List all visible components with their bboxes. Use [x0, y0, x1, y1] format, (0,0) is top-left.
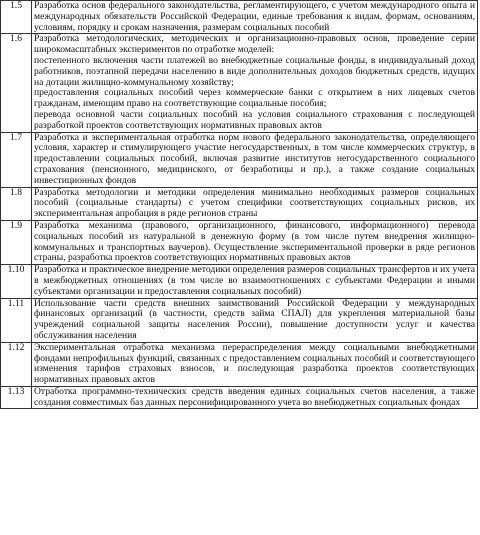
row-number: 1.5 — [1, 1, 32, 34]
description-paragraph: постепенного включения части платежей во внебюджетные социальные фонды, в индивидуальный доход работников, поэтапной передачи населению в виде дополнительных доходов бюджетных средств, идущих на дотации жилищно-коммунальному хозяйству; — [34, 54, 475, 88]
description-paragraph: Отработка программно-технических средств введения единых социальных счетов населения, а также создания совместимых баз данных персонифицированного учета во внебюджетных социальных фондах — [34, 385, 475, 408]
row-number: 1.10 — [1, 265, 32, 298]
row-description — [32, 187, 478, 220]
row-number: 1.12 — [1, 342, 32, 386]
table-row — [1, 386, 478, 409]
row-description — [32, 220, 478, 264]
row-number: 1.13 — [1, 386, 32, 409]
description-paragraph: Использование части средств внешних заимствований Российской Федерации у международных финансовых организаций (в частности, средств займа СПАЛ) для укрепления материальной базы учреждений социальной защиты населения России), повышение доступности услуг и качества обслуживания населения — [34, 297, 475, 341]
row-number: 1.8 — [1, 187, 32, 220]
table-row — [1, 265, 478, 298]
description-paragraph: Разработка методологических, методических и организационно-правовых основ, проведение серии широкомасштабных экспериментов по отработке моделей: — [34, 33, 475, 56]
row-description — [32, 132, 478, 187]
description-paragraph: Экспериментальная отработка механизма перераспределения между социальными внебюджетными фондами непрофильных функций, связанных с предоставлением социальных пособий и соответствующего изменения тарифов страховых взносов, и последующая разработка проектов соответствующих нормативных правовых актов — [34, 341, 475, 386]
description-paragraph: Разработка методологии и методики определения минимально необходимых размеров социальных пособий (социальные стандарты) с учетом специфики соответствующих социальных рисков, их экспериментальная апробация в ряде регионов страны — [34, 186, 475, 220]
row-number: 1.6 — [1, 34, 32, 132]
table-row — [1, 342, 478, 386]
description-paragraph: предоставления социальных пособий через коммерческие банки с открытием в них лицевых счетов гражданам, имеющим право на соответствующие социальные пособия; — [34, 87, 475, 110]
table-row — [1, 220, 478, 264]
row-description — [32, 298, 478, 342]
description-paragraph: Разработка и практическое внедрение методики определения размеров социальных трансфертов и их учета в межбюджетных отношениях (в том числе во взаимоотношениях с субъектами Федерации и иными субъектами организации и предоставления социальных пособий) — [34, 264, 475, 297]
description-paragraph: Разработка механизма (правового, организационного, финансового, информационного) перевода социальных пособий из натуральной в денежную форму (в том числе путем внедрения жилищно-коммунальных и транспортных ваучеров). Осуществление экспериментальной проверки в ряде регионов страны, разработка проектов соответствующих нормативных правовых актов — [34, 219, 475, 264]
table-row — [1, 132, 478, 187]
row-description — [32, 34, 478, 132]
row-description — [32, 342, 478, 386]
table-body — [1, 1, 478, 409]
description-paragraph: Разработка и экспериментальная отработка норм нового федерального законодательства, определяющего условия, характер и стимулирующего участие негосударственных, в том числе коммерческих структур, в предоставлении социальных пособий, включая развитие институтов негосударственного социального страхования (пенсионного, медицинского, от безработицы и пр.), а также создание социальных инвестиционных фондов — [34, 131, 475, 186]
row-description — [32, 265, 478, 298]
description-paragraph: Разработка основ федерального законодательства, регламентирующего, с учетом международного опыта и международных обязательств Российской Федерации, единые требования к видам, формам, основаниям, условиям, порядку и срокам назначения, размерам социальных пособий — [34, 0, 475, 33]
row-description — [32, 386, 478, 409]
description-paragraph: перевода основной части социальных пособий на условия социального страхования с последующей разработкой проектов соответствующих нормативных правовых актов — [34, 108, 475, 131]
table-row — [1, 1, 478, 34]
row-number: 1.7 — [1, 132, 32, 187]
row-number: 1.9 — [1, 220, 32, 264]
table-row — [1, 34, 478, 132]
row-number: 1.11 — [1, 298, 32, 342]
table-row — [1, 187, 478, 220]
table-row — [1, 298, 478, 342]
row-description — [32, 1, 478, 34]
